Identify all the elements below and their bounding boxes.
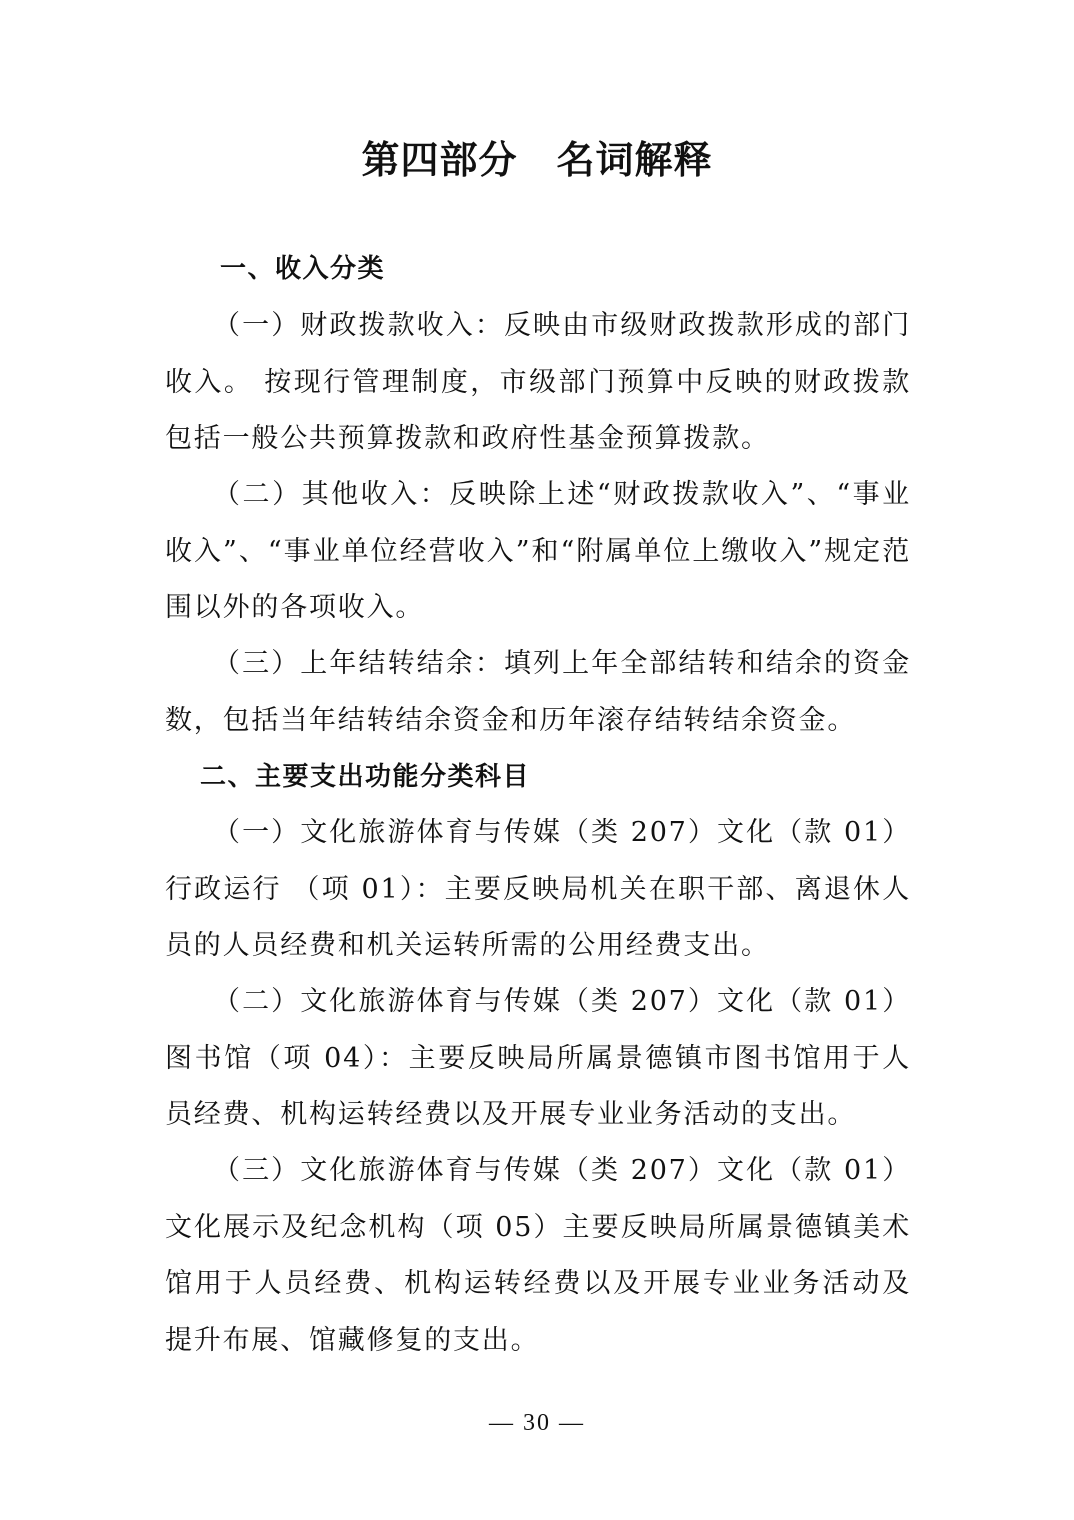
paragraph-other-income: （二）其他收入：反映除上述“财政拨款收入”、“事业收入”、“事业单位经营收入”和“附属单位上缴收入”规定范围以外的各项收入。 [165, 479, 911, 623]
paragraph-carryover-balance: （三）上年结转结余：填列上年全部结转和结余的资金数，包括当年结转结余资金和历年滚存结转结余资金。 [165, 648, 911, 736]
page-number: — 30 — [489, 1410, 585, 1436]
section-heading-income: 一、收入分类 [220, 254, 386, 284]
paragraph-exhibition-institutions: （三）文化旅游体育与传媒（类 207）文化（款 01）文化展示及纪念机构（项 05）主要反映局所属景德镇美术馆用于人员经费、机构运转经费以及开展专业业务活动及提升布展、馆藏修复的支出。 [165, 1155, 911, 1356]
paragraph-admin-operation: （一）文化旅游体育与传媒（类 207）文化（款 01）行政运行 （项 01）：主要反映局机关在职干部、离退休人员的人员经费和机关运转所需的公用经费支出。 [165, 817, 911, 961]
paragraph-library: （二）文化旅游体育与传媒（类 207）文化（款 01）图书馆（项 04）：主要反映局所属景德镇市图书馆用于人员经费、机构运转经费以及开展专业业务活动的支出。 [165, 986, 911, 1130]
page-title: 第四部分 名词解释 [361, 137, 713, 182]
section-heading-expenditure: 二、主要支出功能分类科目 [200, 762, 531, 792]
paragraph-fiscal-appropriation: （一）财政拨款收入：反映由市级财政拨款形成的部门收入。 按现行管理制度，市级部门预算中反映的财政拨款包括一般公共预算拨款和政府性基金预算拨款。 [165, 310, 911, 454]
